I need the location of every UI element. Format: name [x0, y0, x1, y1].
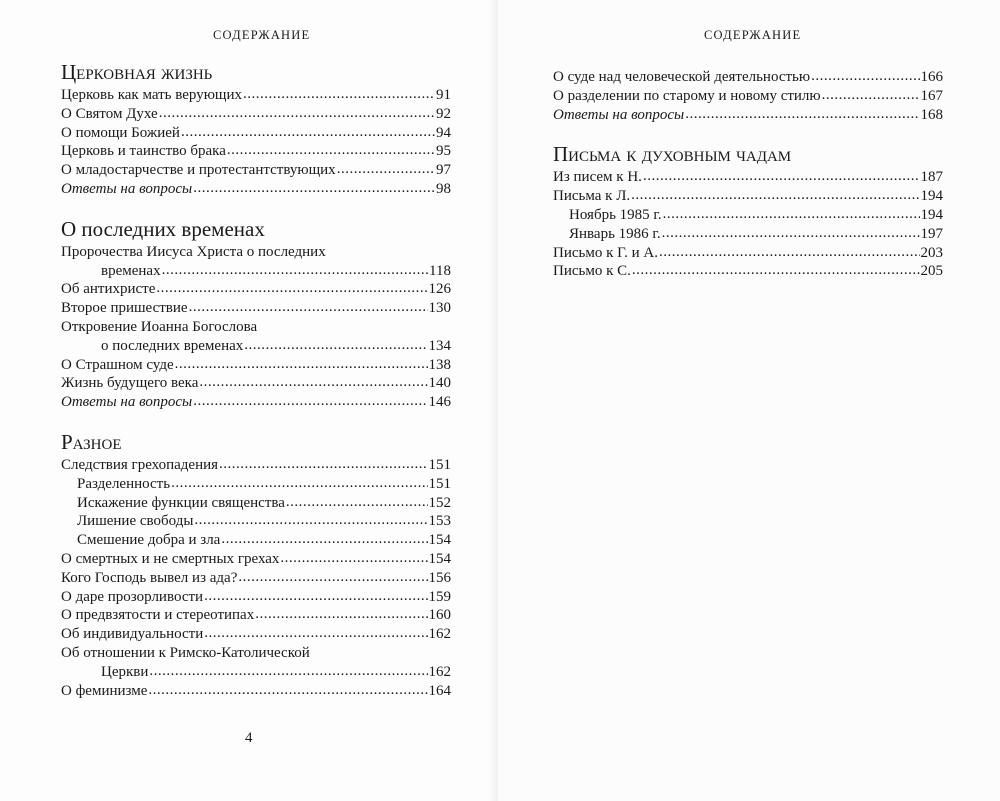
section-title: Церковная жизнь [61, 60, 213, 84]
toc-right [553, 68, 943, 299]
toc-entry[interactable]: О Страшном суде ..... 138 [61, 356, 451, 375]
toc-entry[interactable]: О суде над человеческой деятельностью ..... 166 [553, 68, 943, 87]
toc-subentry[interactable]: Смешение добра и зла ..... 154 [61, 531, 451, 550]
toc-subentry[interactable]: Разделенность ..... 151 [61, 475, 451, 494]
toc-entry[interactable]: Церковь как мать верующих ..... 91 [61, 86, 451, 105]
section-title: Разное [61, 429, 122, 454]
toc-entry[interactable]: Об индивидуальности ..... 162 [61, 625, 451, 644]
toc-entry-line1[interactable]: Пророчества Иисуса Христа о последних [61, 243, 326, 260]
toc-entry[interactable]: Церкви ..... 162 [61, 663, 451, 682]
toc-entry[interactable]: Об антихристе ..... 126 [61, 280, 451, 299]
toc-entry[interactable]: Жизнь будущего века ..... 140 [61, 374, 451, 393]
toc-subentry[interactable]: Лишение свободы ..... 153 [61, 512, 451, 531]
toc-entry-answers[interactable]: Ответы на вопросы ..... 146 [61, 393, 451, 412]
toc-entry[interactable]: Письмо к Г. и А. ..... 203 [553, 244, 943, 263]
toc-entry[interactable]: О смертных и не смертных грехах ..... 154 [61, 550, 451, 569]
toc-entry[interactable]: временах ..... 118 [61, 262, 451, 281]
page-number: 4 [245, 730, 253, 746]
toc-entry[interactable]: Второе пришествие ..... 130 [61, 299, 451, 318]
toc-entry[interactable]: О младостарчестве и протестантствующих ..... 97 [61, 161, 451, 180]
toc-entry[interactable]: О помощи Божией ..... 94 [61, 124, 451, 143]
toc-section [553, 142, 943, 281]
left-page [0, 0, 498, 801]
toc-entry[interactable]: О предвзятости и стереотипах ..... 160 [61, 606, 451, 625]
toc-left [61, 60, 451, 718]
toc-entry[interactable]: Из писем к Н. ..... 187 [553, 168, 943, 187]
toc-subentry[interactable]: Искажение функции священства ..... 152 [61, 494, 451, 513]
toc-entry[interactable]: О разделении по старому и новому стилю ..... 167 [553, 87, 943, 106]
toc-section [61, 430, 451, 700]
section-title: О последних временах [61, 216, 265, 241]
toc-entry-answers[interactable]: Ответы на вопросы ..... 168 [553, 106, 943, 125]
toc-subentry[interactable]: Январь 1986 г. ..... 197 [553, 225, 943, 244]
toc-entry[interactable]: о последних временах ..... 134 [61, 337, 451, 356]
toc-continued [553, 68, 943, 124]
section-title: Письма к духовным чадам [553, 142, 792, 167]
toc-entry[interactable]: О Святом Духе ..... 92 [61, 105, 451, 124]
toc-section [61, 60, 451, 199]
toc-entry[interactable]: О феминизме ..... 164 [61, 682, 451, 701]
right-page [498, 0, 1000, 801]
toc-subentry[interactable]: Ноябрь 1985 г. ..... 194 [553, 206, 943, 225]
toc-entry[interactable]: О даре прозорливости ..... 159 [61, 588, 451, 607]
toc-entry-line1[interactable]: Откровение Иоанна Богослова [61, 318, 258, 335]
toc-entry[interactable]: Кого Господь вывел из ада? ..... 156 [61, 569, 451, 588]
toc-entry[interactable]: Письмо к С. ..... 205 [553, 262, 943, 281]
toc-entry[interactable]: Следствия грехопадения ..... 151 [61, 456, 451, 475]
toc-entry-answers[interactable]: Ответы на вопросы ..... 98 [61, 180, 451, 199]
running-head-right: СОДЕРЖАНИЕ [704, 28, 802, 42]
toc-entry-line1[interactable]: Об отношении к Римско-Католической [61, 644, 310, 661]
running-head-left: СОДЕРЖАНИЕ [213, 28, 311, 42]
toc-entry[interactable]: Церковь и таинство брака ..... 95 [61, 142, 451, 161]
toc-entry[interactable]: Письма к Л. ..... 194 [553, 187, 943, 206]
toc-section [61, 217, 451, 412]
